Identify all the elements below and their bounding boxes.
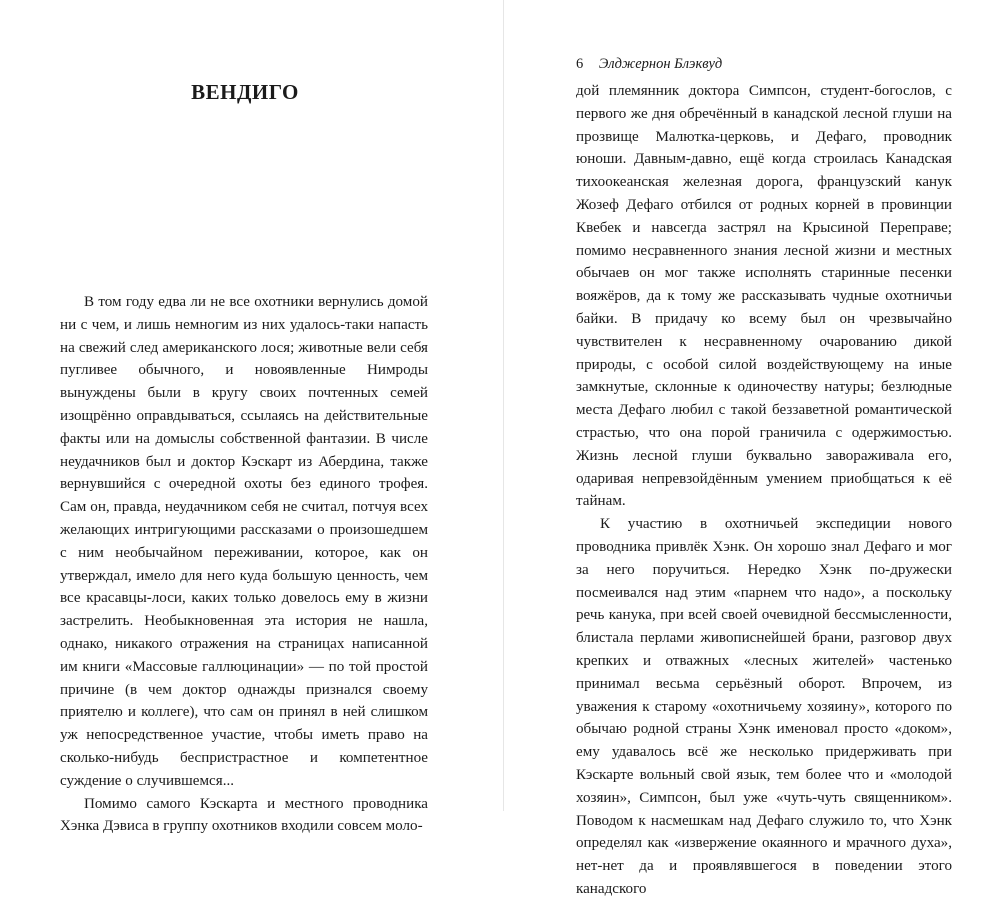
paragraph: К участию в охотничьей экспедиции нового проводника привлёк Хэнк. Он хорошо знал Дефаго и мог за него поручиться. Нередко Хэнк по-дружески посмеивался над этим «парнем что надо», а поскольку речь канука, при всей своей очевидной бессмысленности, блистала перлами живописнейшей брани, разговор двух крепких и отважных «лесных жителей» частенько принимал весьма серьёзный оборот. Впрочем, из уважения к старому «охотничьему хозяину», которого по обычаю родной страны Хэнк именовал просто «доком», ему удавалось всё же несколько придерживать при Кэскарте вольный свой язык, тем более что и «молодой хозяин», Симпсон, был уже «чуть-чуть священником». Поводом к насмешкам над Дефаго служило то, что Хэнк определял как «извержение окаянного и мрачного духа», нет-нет да и проявлявшегося в поведении этого канадского	[576, 516, 952, 897]
paragraph: В том году едва ли не все охотники вернулись домой ни с чем, и лишь немногим из них удалось-таки напасть на свежий след американского лося; животные вели себя пугливее обычного, и новоявленные Нимроды вынуждены были в кругу своих почтенных семей изощрённо оправдываться, ссылаясь на действительные факты или на домыслы собственной фантазии. В числе неудачников был и доктор Кэскарт из Абердина, также вернувшийся с очередной охоты без единого трофея. Сам он, правда, неудачником себя не считал, потчуя всех желающих интригующими рассказами о произошедшем с ним необычайном переживании, которое, как он утверждал, имело для него куда большую ценность, чем все красавцы-лоси, каких только довелось ему в жизни застрелить. Необыкновенная эта история не нашла, однако, никакого отражения на страницах написанной им книги «Массовые галлюцинации» — по той простой причине (в чем доктор однажды признался своему приятелю и коллеге), что сам он принял в ней слишком уж непосредственное участие, чтобы иметь право на сколько-нибудь беспристрастное и компетентное суждение о случившемся...	[60, 294, 428, 789]
right-page-text	[576, 80, 952, 901]
left-page	[0, 0, 503, 835]
chapter-title: ВЕНДИГО	[191, 80, 299, 104]
page-number: 6	[576, 56, 584, 72]
running-head	[576, 56, 722, 73]
left-page-text	[60, 291, 428, 838]
paragraph: Помимо самого Кэскарта и местного проводника Хэнка Дэвиса в группу охотников входили совсем моло-	[60, 795, 428, 835]
running-head-author: Элджернон Блэквуд	[598, 56, 723, 72]
paragraph: дой племянник доктора Симпсон, студент-богослов, с первого же дня обречённый в канадской лесной глуши на прозвище Малютка-церковь, и Дефаго, проводник юноши. Давным-давно, ещё когда строилась Канадская тихоокеанская железная дорога, французский канук Жозеф Дефаго отбился от родных корней в провинции Квебек и навсегда застрял на Крысиной Переправе; помимо несравненного знания лесной жизни и местных обычаев он мог также исполнять старинные песенки вояжёров, да к тому же рассказывать чудные охотничьи байки. В придачу ко всему был он чрезвычайно чувствителен к несравненному очарованию дикой природы, с особой силой воздействующему на иные замкнутые, склонные к одиночеству натуры; безлюдные места Дефаго любил с такой беззаветной романтической страстью, что она порой граничила с одержимостью. Жизнь лесной глуши буквально завораживала его, одаривая непревзойдённым умением приобщаться к её тайнам.	[576, 83, 952, 510]
right-page	[504, 0, 1007, 897]
